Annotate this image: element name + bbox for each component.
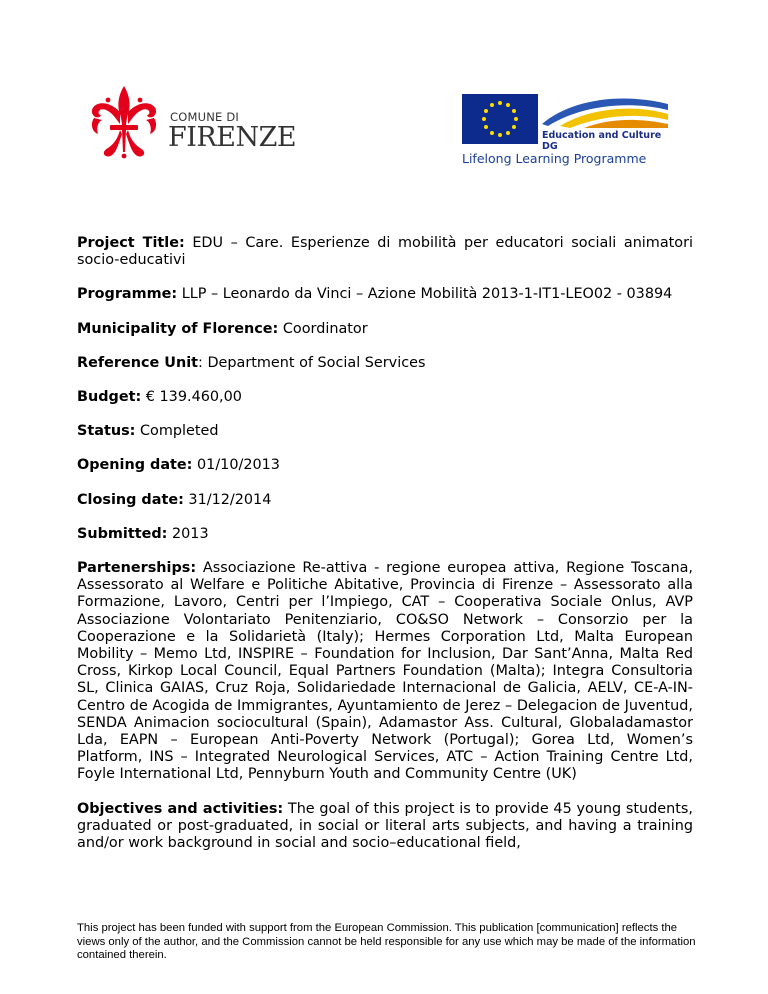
budget-label: Budget: (77, 389, 142, 406)
programme-field (77, 286, 693, 303)
submitted-label: Submitted: (77, 525, 168, 542)
eu-llp-logo (462, 94, 670, 172)
opening-date-field (77, 457, 693, 474)
eu-flag-icon (462, 94, 538, 144)
opening-date-value: 01/10/2013 (192, 457, 280, 474)
municipality-value: Coordinator (278, 320, 368, 337)
submitted-field (77, 526, 693, 543)
project-title-value: EDU – Care. Esperienze di mobilità per educatori sociali animatori socio-educativi (77, 235, 694, 269)
education-culture-dg-text: Education and Culture DG (542, 130, 662, 152)
municipality-label: Municipality of Florence: (77, 320, 279, 337)
reference-unit-field (77, 355, 693, 372)
status-value: Completed (135, 423, 219, 440)
opening-date-label: Opening date: (77, 457, 193, 474)
project-title-label: Project Title: (77, 235, 185, 251)
partnerships-field (77, 560, 693, 784)
reference-unit-label: Reference Unit (77, 354, 199, 371)
partnerships-label: Partenerships: (77, 560, 197, 577)
programme-value: LLP – Leonardo da Vinci – Azione Mobilità 2013-1-IT1-LEO02 - 03894 (177, 286, 673, 303)
firenze-logo-line2: FIRENZE (168, 122, 297, 153)
project-title-field (77, 235, 693, 269)
objectives-field (77, 801, 693, 853)
status-label: Status: (77, 423, 136, 440)
budget-value: € 139.460,00 (141, 389, 242, 406)
reference-unit-value: : Department of Social Services (198, 354, 426, 371)
submitted-value: 2013 (167, 525, 209, 542)
objectives-label: Objectives and activities: (77, 800, 284, 817)
lifelong-learning-programme-text: Lifelong Learning Programme (462, 151, 647, 166)
eu-funding-disclaimer: This project has been funded with support from the European Commission. This publication [communication] reflects the views only of the author, and the Commission cannot be held responsible for any use which may be made of the information contained therein. (77, 922, 696, 962)
budget-field (77, 389, 693, 406)
comune-di-firenze-logo (84, 82, 297, 172)
llp-swoosh-icon (540, 94, 670, 128)
status-field (77, 423, 693, 440)
programme-label: Programme: (77, 286, 178, 303)
project-details (77, 235, 693, 869)
firenze-logo-line1: COMUNE DI (170, 110, 239, 124)
partnerships-value: Associazione Re-attiva - regione europea attiva, Regione Toscana, Assessorato al Welfare e Politiche Abitative, Provincia di Firenze – Assessorato alla Formazione, Lavoro, Centri per l’Impiego, CAT – Cooperativa Sociale Onlus, AVP Associazione Volontariato Penitenziario, CO&SO Network – Consorzio per la Cooperazione e la Solidarietà (Italy); Hermes Corporation Ltd, Malta European Mobility – Memo Ltd, INSPIRE – Foundation for Inclusion, Dar Sant’Anna, Malta Red Cross, Kirkop Local Council, Equal Partners Foundation (Malta); Integra Consultoria SL, Clinica GAIAS, Cruz Roja, Solidariedade Internacional de Galicia, AELV, CE-A-IN- Centro de Acogida de Immigrantes, Ayuntamiento de Jerez – Delegacion de Juventud, SENDA Animacion sociocultural (Spain), Adamastor Ass. Cultural, Globaladamastor Lda, EAPN – European Anti-Poverty Network (Portugal); Gorea Ltd, Women’s Platform, INS – Integrated Neurological Services, ATC – Action Training Centre Ltd, Foyle International Ltd, Pennyburn Youth and Community Centre (UK) (77, 560, 693, 783)
closing-date-field (77, 492, 693, 509)
closing-date-label: Closing date: (77, 491, 184, 508)
municipality-field (77, 321, 693, 338)
closing-date-value: 31/12/2014 (183, 491, 272, 508)
objectives-value: The goal of this project is to provide 45 young students, graduated or post-graduated, in social or literal arts subjects, and having a training and/or work background in social and socio–educational field, (77, 800, 693, 852)
